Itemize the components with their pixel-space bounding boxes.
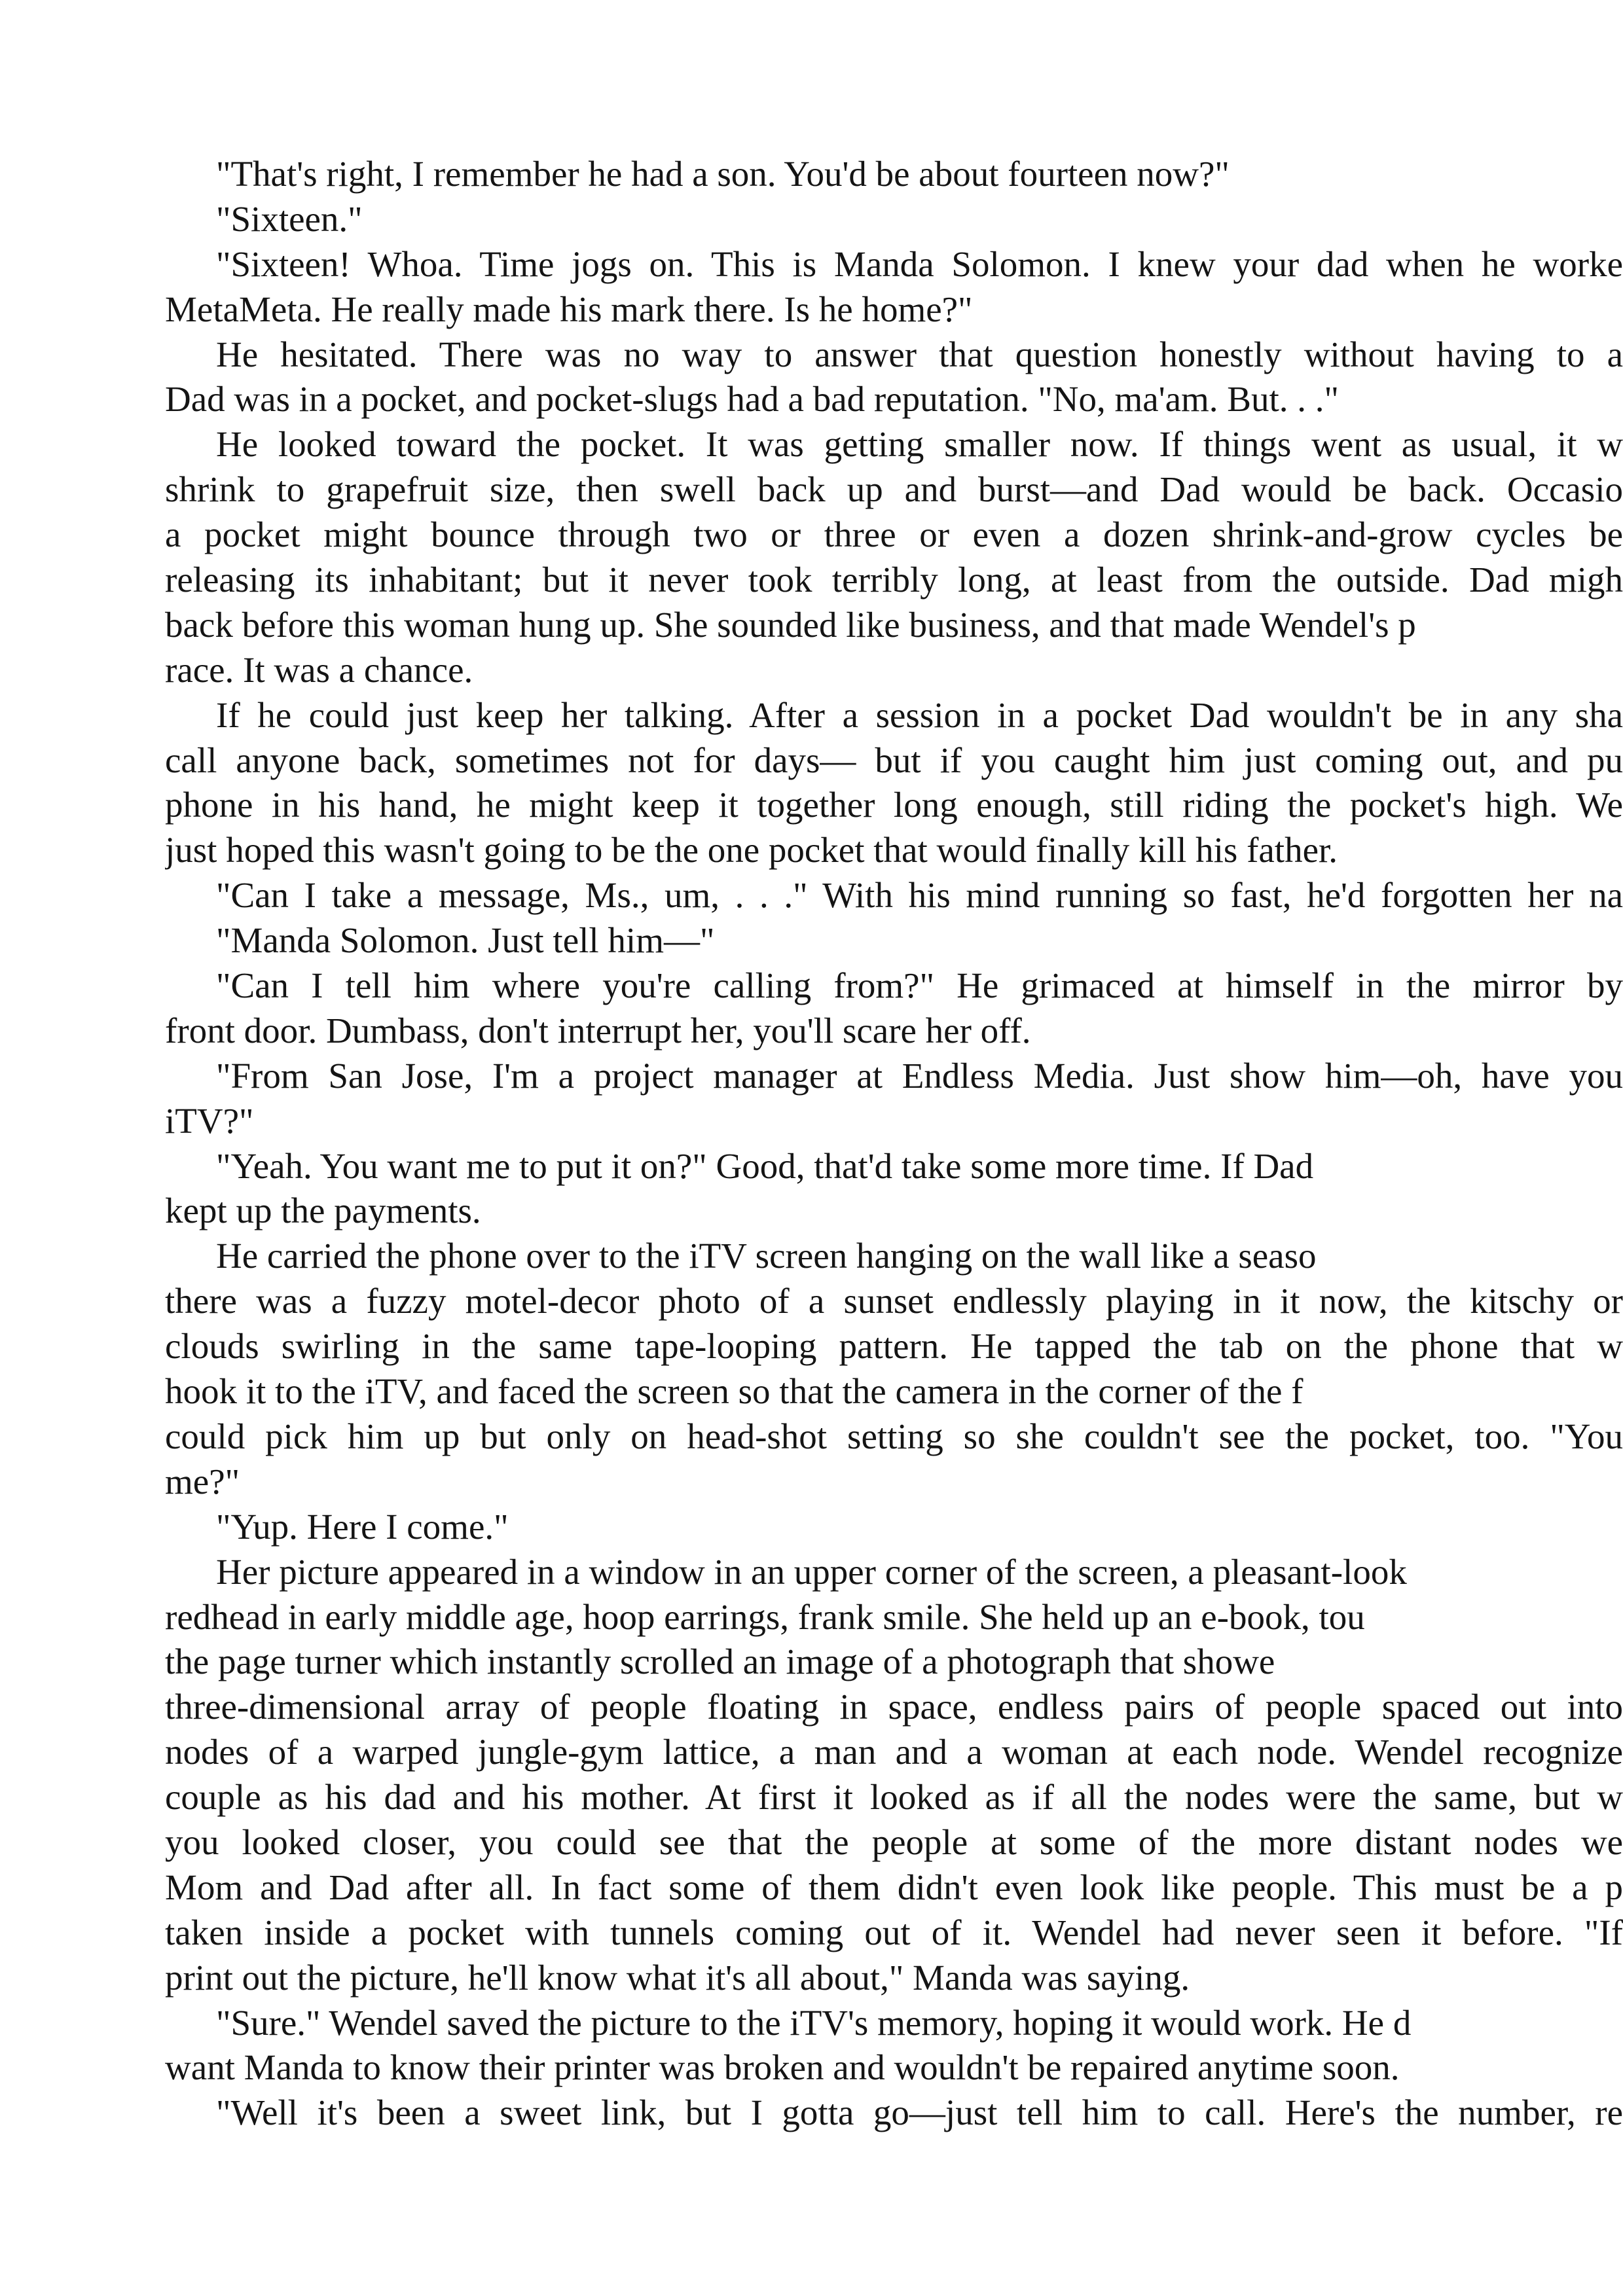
text-line: Dad was in a pocket, and pocket-slugs had a bad reputation. "No, ma'am. But. . .": [165, 379, 1339, 420]
text-line: He carried the phone over to the iTV screen hanging on the wall like a seaso: [216, 1236, 1317, 1276]
text-line: hook it to the iTV, and faced the screen so that the camera in the corner of the f: [165, 1371, 1304, 1412]
text-line: me?": [165, 1461, 240, 1501]
text-line: "Yup. Here I come.": [216, 1506, 509, 1547]
text-line: nodes of a warped jungle-gym lattice, a man and a woman at each node. Wendel recognize: [165, 1732, 1623, 1772]
text-line: shrink to grapefruit size, then swell back up and burst—and Dad would be back. Occasio: [165, 469, 1623, 510]
text-line: could pick him up but only on head-shot setting so she couldn't see the pocket, too. "You: [165, 1416, 1623, 1456]
text-line: print out the picture, he'll know what it's all about," Manda was saying.: [165, 1957, 1190, 1998]
text-line: want Manda to know their printer was broken and wouldn't be repaired anytime soon.: [165, 2047, 1400, 2088]
text-line: the page turner which instantly scrolled an image of a photograph that showe: [165, 1641, 1275, 1682]
body-text: [165, 152, 1623, 2136]
text-line: couple as his dad and his mother. At first it looked as if all the nodes were the same, but w: [165, 1777, 1623, 1818]
text-line: "Well it's been a sweet link, but I gotta go—just tell him to call. Here's the number, re: [216, 2092, 1623, 2133]
text-line: just hoped this wasn't going to be the one pocket that would finally kill his father.: [165, 830, 1338, 870]
text-line: call anyone back, sometimes not for days— but if you caught him just coming out, and pu: [165, 740, 1623, 780]
text-line: "Manda Solomon. Just tell him—": [216, 920, 715, 961]
text-line: releasing its inhabitant; but it never took terribly long, at least from the outside. Dad migh: [165, 560, 1623, 600]
text-line: "Can I tell him where you're calling from?" He grimaced at himself in the mirror by: [216, 965, 1623, 1006]
text-line: a pocket might bounce through two or three or even a dozen shrink-and-grow cycles be: [165, 514, 1623, 555]
text-line: He looked toward the pocket. It was getting smaller now. If things went as usual, it w: [216, 424, 1623, 465]
text-line: MetaMeta. He really made his mark there. Is he home?": [165, 289, 973, 329]
text-line: race. It was a chance.: [165, 649, 473, 690]
text-line: "Yeah. You want me to put it on?" Good, that'd take some more time. If Dad: [216, 1145, 1314, 1186]
text-line: "Sixteen! Whoa. Time jogs on. This is Manda Solomon. I knew your dad when he worke: [216, 243, 1623, 284]
text-line: phone in his hand, he might keep it together long enough, still riding the pocket's high. We: [165, 785, 1623, 825]
text-line: Mom and Dad after all. In fact some of them didn't even look like people. This must be a p: [165, 1867, 1623, 1907]
text-line: front door. Dumbass, don't interrupt her, you'll scare her off.: [165, 1010, 1031, 1050]
text-line: If he could just keep her talking. After a session in a pocket Dad wouldn't be in any sha: [216, 694, 1623, 735]
text-line: "That's right, I remember he had a son. You'd be about fourteen now?": [216, 154, 1230, 194]
text-line: iTV?": [165, 1100, 254, 1141]
text-line: there was a fuzzy motel-decor photo of a sunset endlessly playing in it now, the kitschy or: [165, 1281, 1623, 1321]
text-line: "Can I take a message, Ms., um, . . ." With his mind running so fast, he'd forgotten her na: [216, 875, 1623, 916]
text-line: redhead in early middle age, hoop earrings, frank smile. She held up an e-book, tou: [165, 1596, 1365, 1637]
text-line: taken inside a pocket with tunnels coming out of it. Wendel had never seen it before. "If: [165, 1912, 1623, 1952]
text-line: "From San Jose, I'm a project manager at Endless Media. Just show him—oh, have you: [216, 1055, 1623, 1096]
text-line: He hesitated. There was no way to answer that question honestly without having to a: [216, 334, 1623, 374]
text-line: kept up the payments.: [165, 1191, 481, 1231]
text-line: you looked closer, you could see that the people at some of the more distant nodes we: [165, 1821, 1623, 1862]
text-line: "Sixteen.": [216, 198, 363, 239]
text-line: three-dimensional array of people floating in space, endless pairs of people spaced out into: [165, 1687, 1623, 1727]
text-line: "Sure." Wendel saved the picture to the iTV's memory, hoping it would work. He d: [216, 2002, 1412, 2043]
text-line: clouds swirling in the same tape-looping pattern. He tapped the tab on the phone that w: [165, 1326, 1623, 1367]
text-line: back before this woman hung up. She sounded like business, and that made Wendel's p: [165, 604, 1416, 645]
text-line: Her picture appeared in a window in an upper corner of the screen, a pleasant-look: [216, 1551, 1407, 1592]
